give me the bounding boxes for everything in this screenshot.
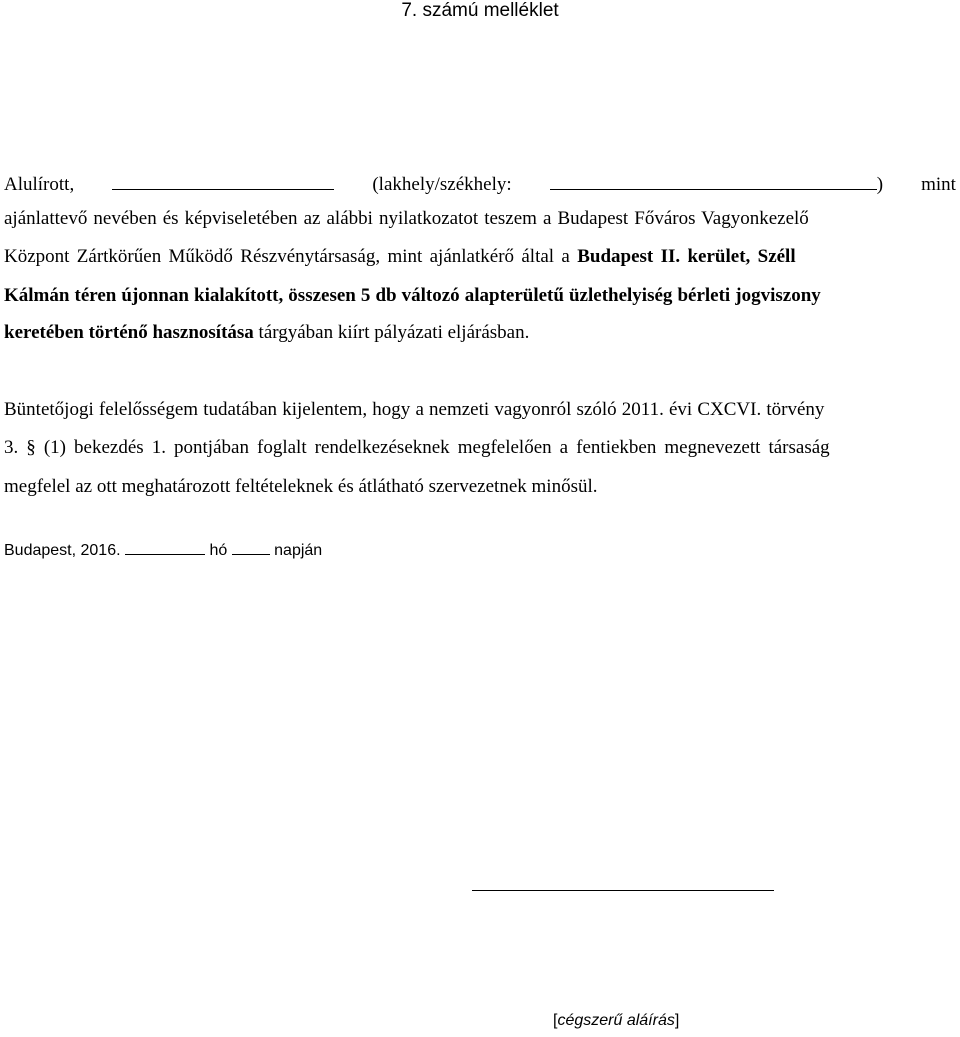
as-label: mint [921, 174, 956, 195]
declaration-line-1 [4, 172, 956, 196]
residence-field-group [550, 172, 883, 196]
day-field[interactable] [232, 540, 270, 555]
undersigned-label: Alulírott, [4, 174, 75, 195]
page-title: 7. számú melléklet [401, 0, 559, 21]
residence-field[interactable] [550, 172, 877, 190]
declaration-text-end: tárgyában kiírt pályázati eljárásban. [253, 322, 530, 343]
month-field[interactable] [125, 540, 205, 555]
declaration-line-4: Kálmán téren újonnan kialakított, összesen 5 db változó alapterületű üzlethelyiség bérleti jogviszony [4, 285, 821, 306]
declaration-line-5 [4, 322, 529, 344]
place-year: Budapest, 2016. [4, 542, 121, 559]
statement-line-3: megfelel az ott meghatározott feltételeknek és átlátható szervezetnek minősül. [4, 476, 598, 497]
statement-line-1: Büntetőjogi felelősségem tudatában kijelentem, hogy a nemzeti vagyonról szóló 2011. évi CXCVI. törvény [4, 399, 825, 420]
signature-bracket-close: ] [674, 1012, 680, 1029]
subject-bold: Budapest II. kerület, Széll [577, 246, 796, 267]
signature-label [553, 1012, 679, 1030]
declaration-line-2: ajánlattevő nevében és képviseletében az alábbi nyilatkozatot teszem a Budapest Főváros Vagyonkezelő [4, 208, 809, 229]
signature-label-text: cégszerű aláírás [557, 1012, 675, 1029]
month-label: hó [209, 542, 228, 559]
declaration-line-3 [4, 246, 796, 268]
name-field[interactable] [112, 172, 334, 190]
date-line [4, 540, 322, 560]
residence-close: ) [876, 174, 884, 195]
statement-line-2: 3. § (1) bekezdés 1. pontjában foglalt rendelkezéseknek megfelelően a fentiekben megnevezett társaság [4, 437, 830, 458]
signature-line[interactable] [472, 890, 774, 891]
signature-bracket-open: [ [553, 1012, 558, 1029]
residence-label: (lakhely/székhely: [372, 174, 512, 195]
day-label: napján [274, 542, 323, 559]
subject-bold-cont: keretében történő hasznosítása [4, 322, 254, 343]
declaration-text: Központ Zártkörűen Működő Részvénytársaság, mint ajánlatkérő által a [4, 246, 578, 267]
